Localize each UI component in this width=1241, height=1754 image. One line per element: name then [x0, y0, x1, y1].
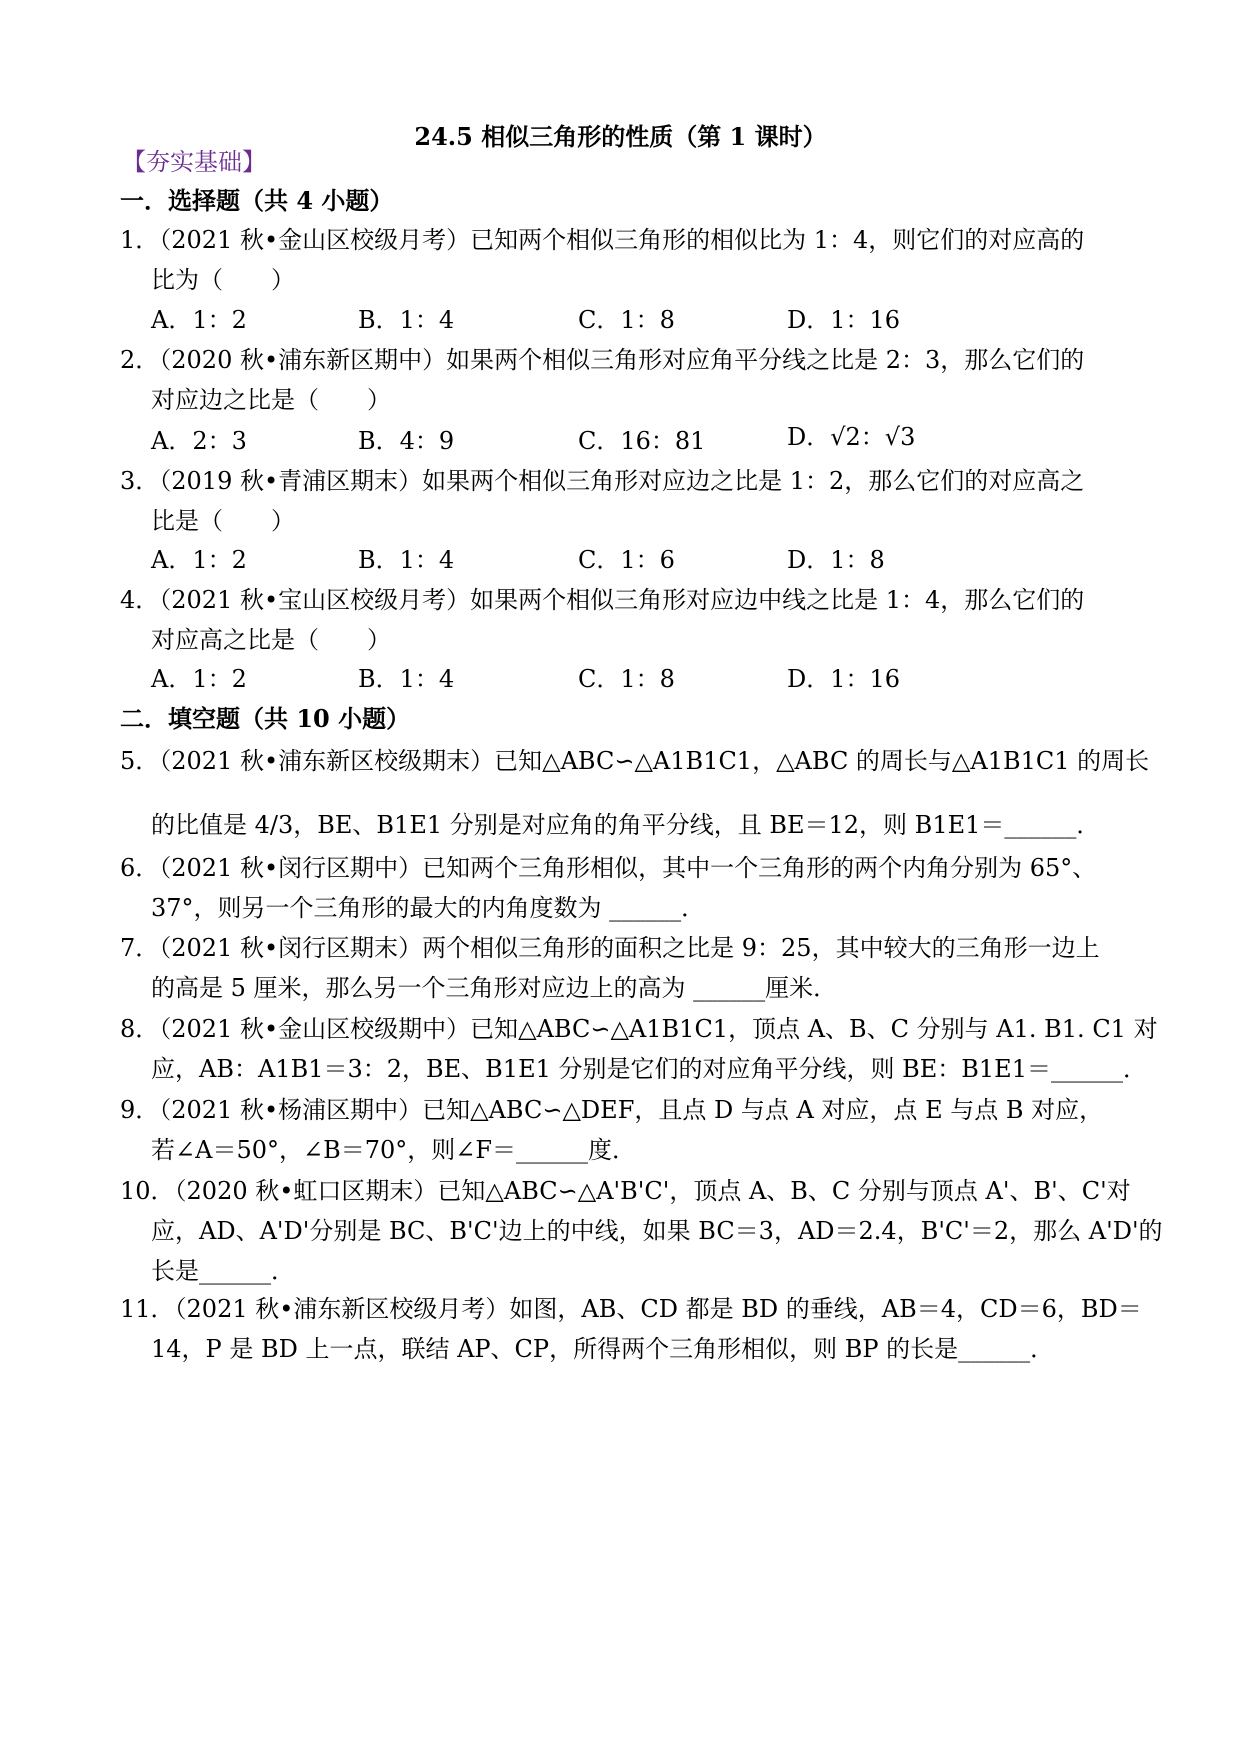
question-10-line-2: 应，AD、A'D'分别是 BC、B'C'边上的中线，如果 BC＝3，AD＝2.4，B'C'＝2，那么 A'D'的 [151, 1217, 1163, 1245]
question-8-line-2: 应，AB：A1B1＝3：2，BE、B1E1 分别是它们的对应角平分线，则 BE：B1E1＝______． [151, 1055, 1147, 1083]
question-7-line-1: 7．（2021 秋•闵行区期末）两个相似三角形的面积之比是 9：25，其中较大的三角形一边上 [120, 934, 1100, 962]
question-3-option-a: A．1：2 [151, 546, 247, 574]
question-4-line-1: 4．（2021 秋•宝山区校级月考）如果两个相似三角形对应边中线之比是 1：4，那么它们的 [120, 586, 1085, 614]
question-2-option-c: C．16：81 [578, 427, 706, 455]
question-3-line-2: 比是（ ） [151, 507, 295, 535]
question-1-option-b: B．1：4 [358, 306, 455, 334]
question-3-line-1: 3．（2019 秋•青浦区期末）如果两个相似三角形对应边之比是 1：2，那么它们的对应高之 [120, 467, 1085, 495]
question-1-line-2: 比为（ ） [151, 266, 295, 294]
question-4-option-b: B．1：4 [358, 665, 455, 693]
question-9-line-1: 9．（2021 秋•杨浦区期中）已知△ABC∽△DEF，且点 D 与点 A 对应，点 E 与点 B 对应， [120, 1096, 1104, 1124]
question-10-line-1: 10．（2020 秋•虹口区期末）已知△ABC∽△A'B'C'，顶点 A、B、C 分别与顶点 A'、B'、C'对 [120, 1177, 1131, 1205]
question-11-line-2: 14，P 是 BD 上一点，联结 AP、CP，所得两个三角形相似，则 BP 的长是______． [151, 1335, 1055, 1363]
question-2-line-1: 2．（2020 秋•浦东新区期中）如果两个相似三角形对应角平分线之比是 2：3，那么它们的 [120, 346, 1085, 374]
question-1-option-d: D．1：16 [787, 306, 901, 334]
question-3-option-b: B．1：4 [358, 546, 455, 574]
question-2-option-b: B．4：9 [358, 427, 455, 455]
section-heading-choice: 一．选择题（共 4 小题） [120, 186, 394, 215]
question-1-line-1: 1．（2021 秋•金山区校级月考）已知两个相似三角形的相似比为 1：4，则它们的对应高的 [120, 226, 1085, 254]
question-5-line-2: 的比值是 4/3，BE、B1E1 分别是对应角的角平分线，且 BE＝12，则 B1E1＝______． [151, 811, 1101, 839]
question-11-line-1: 11．（2021 秋•浦东新区校级月考）如图，AB、CD 都是 BD 的垂线，AB＝4，CD＝6，BD＝ [120, 1295, 1142, 1323]
question-8-line-1: 8．（2021 秋•金山区校级期中）已知△ABC∽△A1B1C1，顶点 A、B、C 分别与 A1. B1. C1 对 [120, 1015, 1158, 1043]
question-4-line-2: 对应高之比是（ ） [151, 626, 391, 654]
question-7-line-2: 的高是 5 厘米，那么另一个三角形对应边上的高为 ______厘米． [151, 974, 838, 1002]
question-5-line-1: 5．（2021 秋•浦东新区校级期末）已知△ABC∽△A1B1C1，△ABC 的周长与△A1B1C1 的周长 [120, 747, 1150, 775]
section-heading-fill: 二．填空题（共 10 小题） [120, 704, 411, 733]
question-6-line-1: 6．（2021 秋•闵行区期中）已知两个三角形相似，其中一个三角形的两个内角分别为 65°、 [120, 854, 1097, 882]
question-3-option-c: C．1：6 [578, 546, 675, 574]
question-4-option-a: A．1：2 [151, 665, 247, 693]
question-2-line-2: 对应边之比是（ ） [151, 386, 391, 414]
question-10-line-3: 长是______． [151, 1257, 295, 1285]
question-6-line-2: 37°，则另一个三角形的最大的内角度数为 ______． [151, 894, 706, 922]
question-9-line-2: 若∠A＝50°，∠B＝70°，则∠F＝______度． [151, 1136, 637, 1164]
question-4-option-c: C．1：8 [578, 665, 675, 693]
question-2-option-a: A．2：3 [151, 427, 247, 455]
question-2-option-d: D．√2：√3 [787, 423, 916, 451]
question-1-option-a: A．1：2 [151, 306, 247, 334]
section-tag: 【夯实基础】 [122, 148, 266, 176]
question-1-option-c: C．1：8 [578, 306, 675, 334]
question-4-option-d: D．1：16 [787, 665, 901, 693]
page-title: 24.5 相似三角形的性质（第 1 课时） [414, 122, 827, 151]
question-3-option-d: D．1：8 [787, 546, 885, 574]
